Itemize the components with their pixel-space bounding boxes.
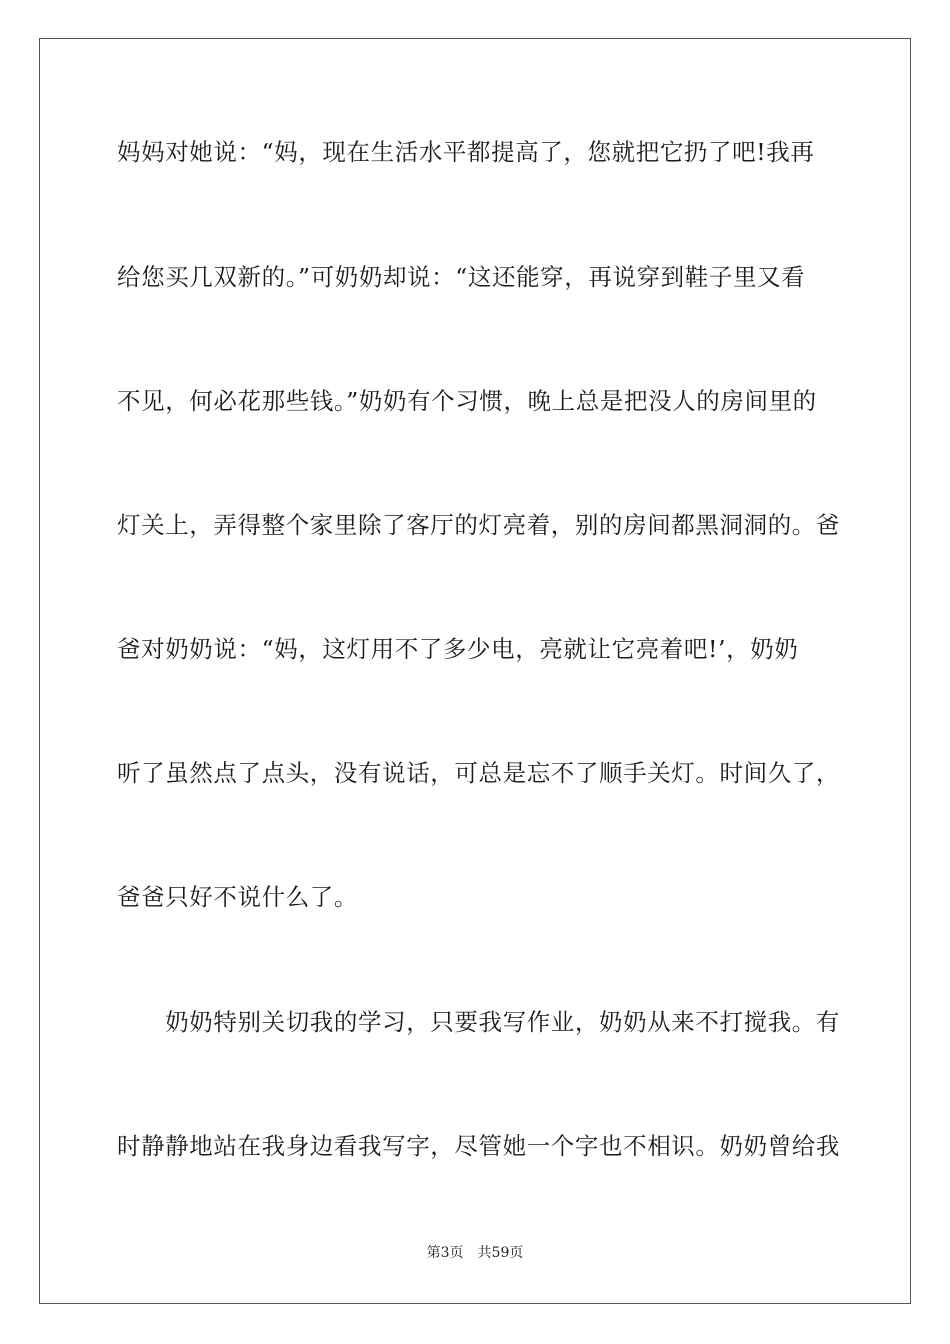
paragraph-line-9: 时静静地站在我身边看我写字，尽管她一个字也不相识。奶奶曾给我 xyxy=(117,1132,840,1160)
page-footer xyxy=(0,1244,950,1262)
paragraph-line-3: 不见，何必花那些钱。”奶奶有个习惯，晚上总是把没人的房间里的 xyxy=(117,387,817,415)
paragraph-line-5: 爸对奶奶说：“妈，这灯用不了多少电，亮就让它亮着吧!’，奶奶 xyxy=(117,635,799,663)
paragraph-line-4: 灯关上，弄得整个家里除了客厅的灯亮着，别的房间都黑洞洞的。爸 xyxy=(117,511,840,539)
paragraph-line-6: 听了虽然点了点头，没有说话，可总是忘不了顺手关灯。时间久了， xyxy=(117,759,840,787)
page-total: 共59页 xyxy=(477,1245,524,1261)
paragraph-line-2: 给您买几双新的。”可奶奶却说：“这还能穿，再说穿到鞋子里又看 xyxy=(117,263,806,291)
page-number: 第3页 xyxy=(426,1245,464,1261)
paragraph-line-1: 妈妈对她说：“妈，现在生活水平都提高了，您就把它扔了吧!我再 xyxy=(117,138,815,166)
paragraph-line-7: 爸爸只好不说什么了。 xyxy=(117,883,358,911)
page-border xyxy=(39,38,911,1304)
paragraph-line-8: 奶奶特别关切我的学习，只要我写作业，奶奶从来不打搅我。有 xyxy=(117,1008,840,1036)
